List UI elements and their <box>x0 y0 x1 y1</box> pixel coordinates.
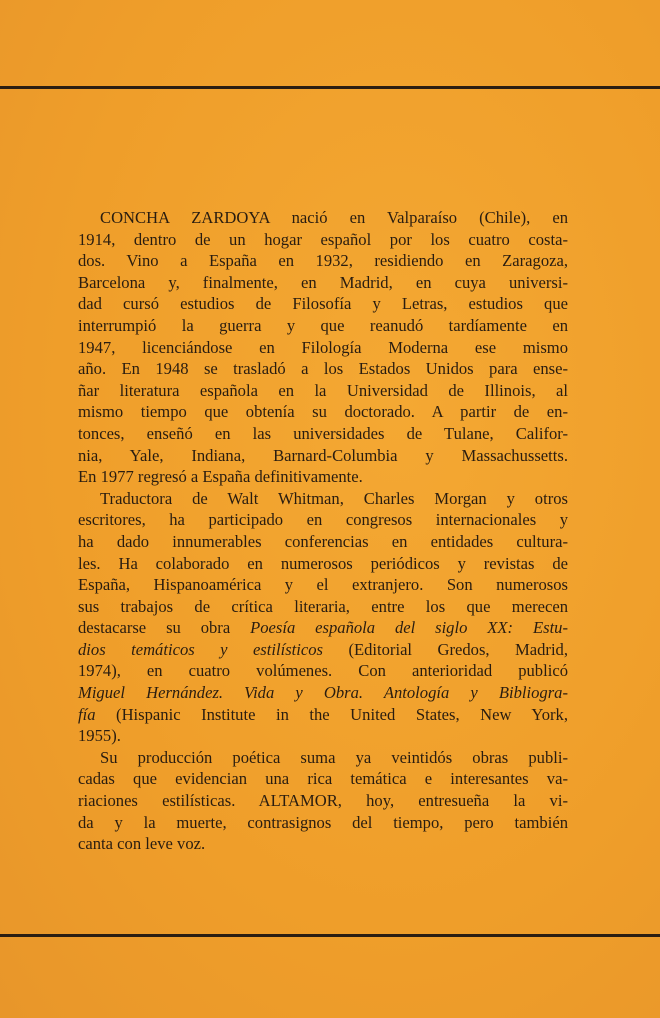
biography-text <box>78 207 568 855</box>
text-line: CONCHA ZARDOYA nació en Valparaíso (Chile), en <box>100 208 568 227</box>
text-line: escritores, ha participado en congresos internacionales y <box>78 510 568 530</box>
text-line: 1914, dentro de un hogar español por los cuatro costa- <box>78 229 568 249</box>
text-line <box>78 704 568 726</box>
text-line: cadas que evidencian una rica temática e interesantes va- <box>78 769 568 789</box>
text-line: año. En 1948 se trasladó a los Estados Unidos para ense- <box>78 359 568 379</box>
text-segment: (Hispanic Institute in the United States, New York, <box>95 704 568 724</box>
text-line <box>78 639 568 661</box>
text-line: interrumpió la guerra y que reanudó tardíamente en <box>78 315 568 335</box>
text-line: 1947, licenciándose en Filología Moderna ese mismo <box>78 337 568 357</box>
book-title: Poesía española del siglo XX: Estu- <box>250 618 568 638</box>
paragraph-1 <box>78 207 568 488</box>
paragraph-2 <box>78 488 568 747</box>
text-line: ha dado innumerables conferencias en entidades cultura- <box>78 531 568 551</box>
text-line: tonces, enseñó en las universidades de Tulane, Califor- <box>78 423 568 443</box>
top-rule <box>0 86 660 89</box>
text-segment: destacarse su obra <box>78 618 251 638</box>
book-title: fía <box>78 704 96 724</box>
text-line: España, Hispanoamérica y el extranjero. Son numerosos <box>78 575 568 595</box>
text-line: nia, Yale, Indiana, Barnard-Columbia y Massachussetts. <box>78 445 568 465</box>
text-line: Traductora de Walt Whitman, Charles Morgan y otros <box>100 488 568 508</box>
bottom-rule <box>0 934 660 937</box>
paragraph-3 <box>78 747 568 855</box>
text-line: mismo tiempo que obtenía su doctorado. A partir de en- <box>78 402 568 422</box>
text-line: da y la muerte, contrasignos del tiempo, pero también <box>78 812 568 832</box>
book-title: Miguel Hernández. Vida y Obra. Antología y Bibliogra- <box>78 683 568 703</box>
text-line: 1955). <box>78 726 121 746</box>
text-line: sus trabajos de crítica literaria, entre los que merecen <box>78 596 568 616</box>
book-title: dios temáticos y estilísticos <box>78 639 324 659</box>
text-line: canta con leve voz. <box>78 834 206 854</box>
text-line: les. Ha colaborado en numerosos periódicos y revistas de <box>78 553 568 573</box>
text-line <box>78 617 568 639</box>
text-line: 1974), en cuatro volúmenes. Con anterioridad publicó <box>78 661 568 681</box>
text-line: Barcelona y, finalmente, en Madrid, en cuya universi- <box>78 272 568 292</box>
text-line: En 1977 regresó a España definitivamente. <box>78 467 363 487</box>
text-line: riaciones estilísticas. ALTAMOR, hoy, entresueña la vi- <box>78 791 568 811</box>
text-line: dad cursó estudios de Filosofía y Letras, estudios que <box>78 294 568 314</box>
text-line: dos. Vino a España en 1932, residiendo en Zaragoza, <box>78 251 568 271</box>
text-segment: (Editorial Gredos, Madrid, <box>323 639 568 659</box>
text-line: Su producción poética suma ya veintidós obras publi- <box>100 747 568 767</box>
text-line: ñar literatura española en la Universidad de Illinois, al <box>78 380 568 400</box>
